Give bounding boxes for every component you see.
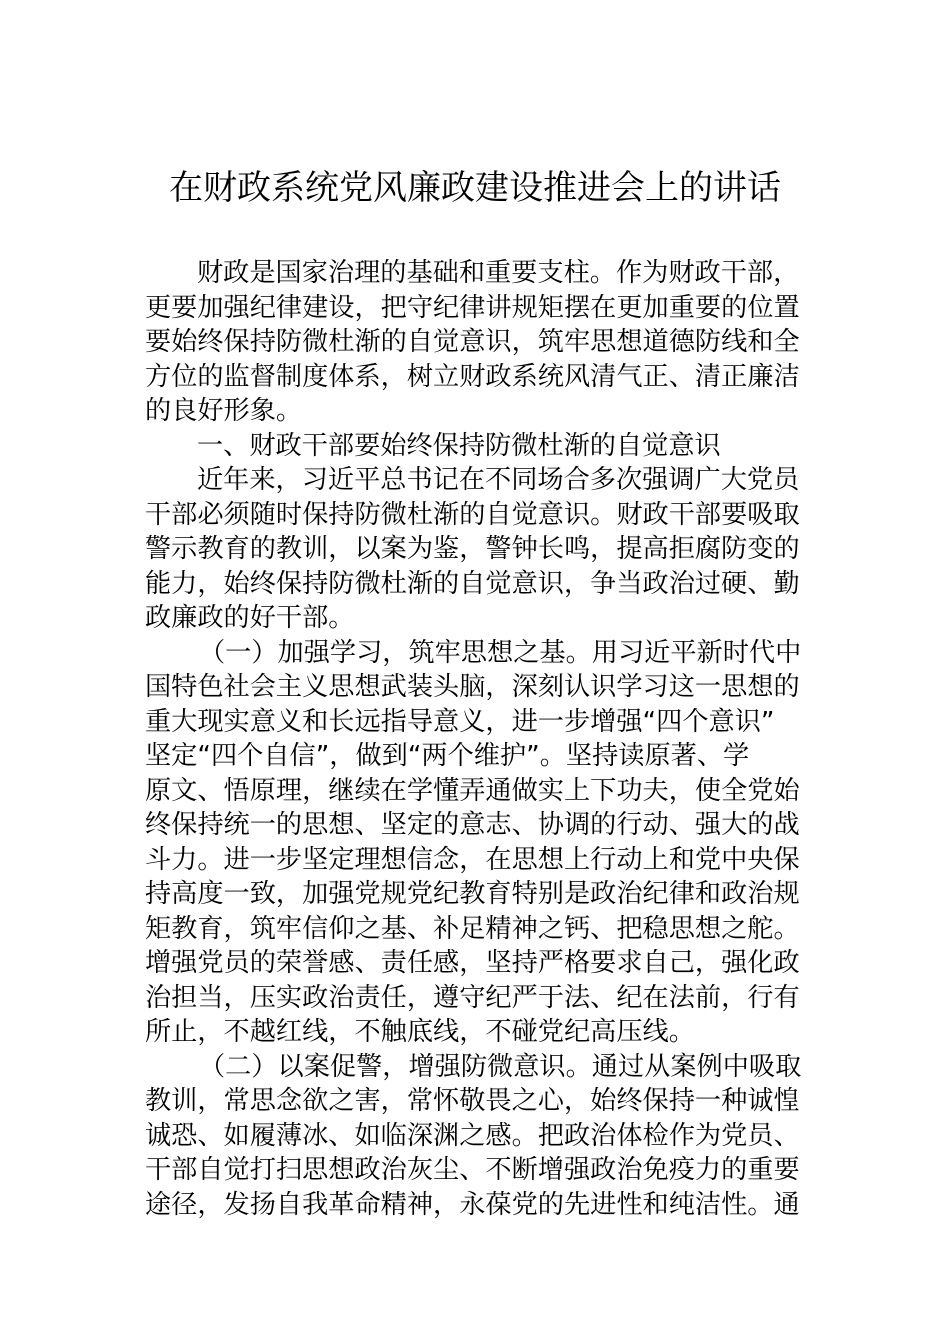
- paragraph: [145, 636, 815, 1050]
- text-line: 坚定“四个自信”，做到“两个维护”。坚持读原著、学: [145, 741, 750, 771]
- text-line: 教训，常思念欲之害，常怀敬畏之心，始终保持一种诚惶: [145, 1086, 800, 1116]
- text-line: 斗力。进一步坚定理想信念，在思想上行动上和党中央保: [145, 844, 800, 875]
- text-line: 持高度一致，加强党规党纪教育特别是政治纪律和政治规: [145, 879, 800, 909]
- text-line: （一）加强学习，筑牢思想之基。用习近平新时代中: [199, 637, 802, 668]
- text-line: 一、财政干部要始终保持防微杜渐的自觉意识: [197, 430, 721, 461]
- text-line: 的良好形象。: [145, 396, 303, 426]
- text-line: 矩教育，筑牢信仰之基、补足精神之钙、把稳思想之舵。: [145, 913, 800, 944]
- text-line: 增强党员的荣誉感、责任感，坚持严格要求自己，强化政: [145, 948, 800, 978]
- text-line: 方位的监督制度体系，树立财政系统风清气正、清正廉洁: [145, 361, 800, 392]
- text-line: 财政是国家治理的基础和重要支柱。作为财政干部，: [197, 258, 800, 288]
- text-line: 治担当，压实政治责任，遵守纪严于法、纪在法前，行有: [145, 982, 800, 1013]
- text-line: 原文、悟原理，继续在学懂弄通做实上下功夫，使全党始: [145, 775, 800, 806]
- paragraph: [145, 256, 815, 429]
- text-line: 所止，不越红线，不触底线，不碰党纪高压线。: [145, 1017, 695, 1047]
- text-line: 更要加强纪律建设，把守纪律讲规矩摆在更加重要的位置: [145, 292, 800, 323]
- document-body: [145, 256, 815, 1222]
- text-line: 诚恐、如履薄冰、如临深渊之感。把政治体检作为党员、: [145, 1120, 800, 1151]
- text-line: 终保持统一的思想、坚定的意志、协调的行动、强大的战: [145, 810, 800, 840]
- text-line: 国特色社会主义思想武装头脑，深刻认识学习这一思想的: [145, 672, 800, 702]
- paragraph: [145, 1050, 815, 1223]
- text-line: 能力，始终保持防微杜渐的自觉意识，争当政治过硬、勤: [145, 568, 800, 599]
- text-line: 干部必须随时保持防微杜渐的自觉意识。财政干部要吸取: [145, 499, 800, 530]
- text-line: 警示教育的教训，以案为鉴，警钟长鸣，提高拒腐防变的: [145, 534, 800, 564]
- text-line: 重大现实意义和长远指导意义，进一步增强“四个意识”: [145, 706, 775, 737]
- paragraph: [145, 463, 815, 636]
- section-heading: [145, 429, 815, 464]
- text-line: 干部自觉打扫思想政治灰尘、不断增强政治免疫力的重要: [145, 1155, 800, 1185]
- document-title: 在财政系统党风廉政建设推进会上的讲话: [169, 168, 781, 208]
- text-line: 要始终保持防微杜渐的自觉意识，筑牢思想道德防线和全: [145, 327, 800, 357]
- text-line: 政廉政的好干部。: [145, 603, 355, 633]
- text-line: 近年来，习近平总书记在不同场合多次强调广大党员: [197, 465, 800, 495]
- text-line: 途径，发扬自我革命精神，永葆党的先进性和纯洁性。通: [145, 1189, 800, 1220]
- text-line: （二）以案促警，增强防微意识。通过从案例中吸取: [199, 1051, 802, 1082]
